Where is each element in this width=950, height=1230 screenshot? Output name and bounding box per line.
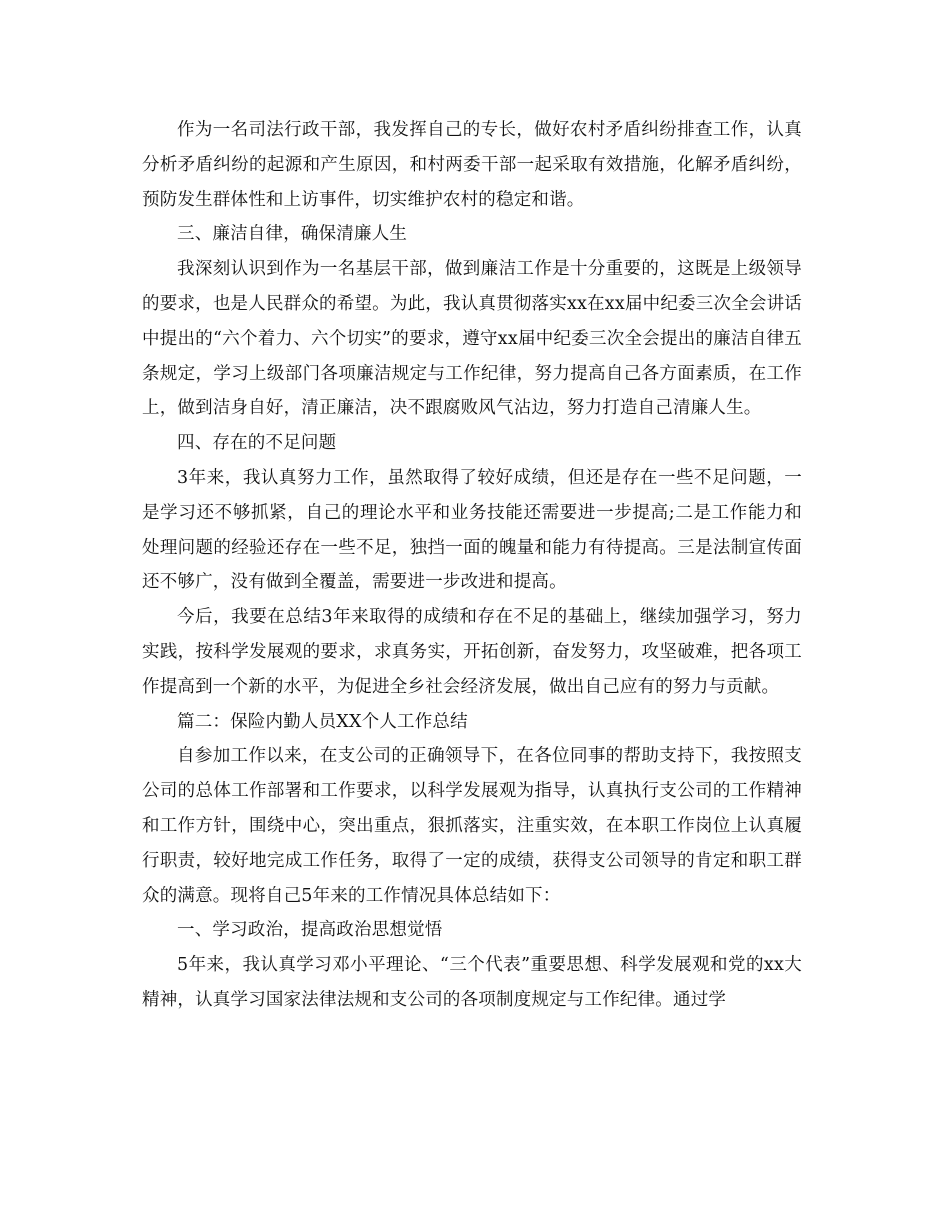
paragraph: 5年来，我认真学习邓小平理论、“三个代表”重要思想、科学发展观和党的xx大精神，认真学习国家法律法规和支公司的各项制度规定与工作纪律。通过学: [142, 955, 802, 1010]
paragraph: 自参加工作以来，在支公司的正确领导下，在各位同事的帮助支持下，我按照支公司的总体工作部署和工作要求，以科学发展观为指导，认真执行支公司的工作精神和工作方针，围绕中心，突出重点，狠抓落实，注重实效，在本职工作岗位上认真履行职责，较好地完成工作任务，取得了一定的成绩，获得支公司领导的肯定和职工群众的满意。现将自己5年来的工作情况具体总结如下：: [142, 746, 802, 906]
paragraph: 作为一名司法行政干部，我发挥自己的专长，做好农村矛盾纠纷排查工作，认真分析矛盾纠纷的起源和产生原因，和村两委干部一起采取有效措施，化解矛盾纠纷，预防发生群体性和上访事件，切实维护农村的稳定和谐。: [142, 120, 802, 210]
section-heading: 三、廉洁自律，确保清廉人生: [177, 224, 408, 245]
paragraph: 我深刻认识到作为一名基层干部，做到廉洁工作是十分重要的，这既是上级领导的要求，也是人民群众的希望。为此，我认真贯彻落实xx在xx届中纪委三次全会讲话中提出的“六个着力、六个切实”的要求，遵守xx届中纪委三次全会提出的廉洁自律五条规定，学习上级部门各项廉洁规定与工作纪律，努力提高自己各方面素质，在工作上，做到洁身自好，清正廉洁，决不跟腐败风气沾边，努力打造自己清廉人生。: [142, 259, 802, 419]
paragraph: 今后，我要在总结3年来取得的成绩和存在不足的基础上，继续加强学习，努力实践，按科学发展观的要求，求真务实，开拓创新，奋发努力，攻坚破难，把各项工作提高到一个新的水平，为促进全乡社会经济发展，做出自己应有的努力与贡献。: [142, 607, 802, 697]
article-title: 篇二：保险内勤人员XX个人工作总结: [177, 711, 468, 732]
paragraph: 3年来，我认真努力工作，虽然取得了较好成绩，但还是存在一些不足问题，一是学习还不够抓紧，自己的理论水平和业务技能还需要进一步提高;二是工作能力和处理问题的经验还存在一些不足，独挡一面的魄量和能力有待提高。三是法制宣传面还不够广，没有做到全覆盖，需要进一步改进和提高。: [142, 467, 802, 593]
section-heading: 一、学习政治，提高政治思想觉悟: [177, 920, 443, 941]
section-heading: 四、存在的不足问题: [177, 433, 337, 454]
document-body: [142, 113, 802, 1018]
